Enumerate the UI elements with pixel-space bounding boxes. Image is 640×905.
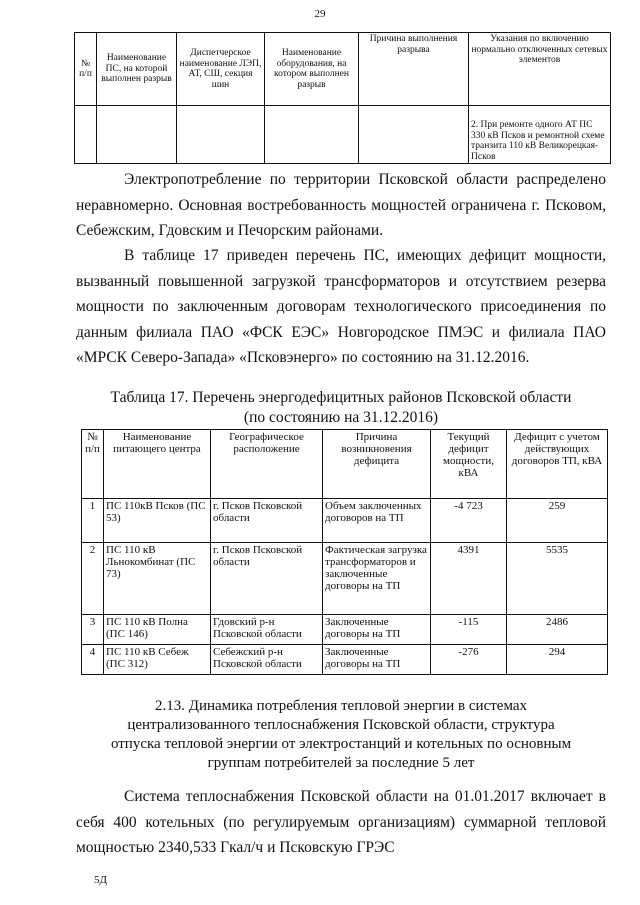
top-table-header-row bbox=[75, 33, 611, 106]
table-cell: 259 bbox=[507, 499, 608, 543]
page-number: 29 bbox=[314, 8, 326, 20]
table-cell: 5535 bbox=[507, 543, 608, 615]
table-cell: 4 bbox=[82, 645, 104, 675]
top-table-header: Причина выполнения разрыва bbox=[359, 33, 469, 106]
table-cell: ПС 110 кВ Полна (ПС 146) bbox=[104, 615, 211, 645]
table-cell: 1 bbox=[82, 499, 104, 543]
table17-caption bbox=[76, 388, 606, 428]
table-cell: 2. При ремонте одного АТ ПС 330 кВ Псков и ремонтной схеме транзита 110 кВ Великорецкая-Псков bbox=[469, 106, 611, 164]
section-heading-line: 2.13. Динамика потребления тепловой энергии в системах bbox=[154, 698, 527, 714]
section-heading-line: группам потребителей за последние 5 лет bbox=[207, 755, 475, 771]
table-cell: ПС 110 кВ Льнокомбинат (ПС 73) bbox=[104, 543, 211, 615]
table-cell: -115 bbox=[431, 615, 507, 645]
table-cell: Фактическая загрузка трансформаторов и заключенные договоры на ТП bbox=[323, 543, 431, 615]
table-cell bbox=[359, 106, 469, 164]
table17-header: Текущий дефицит мощности, кВА bbox=[431, 430, 507, 499]
table-17 bbox=[81, 429, 608, 675]
top-table-header: Указания по включению нормально отключенных сетевых элементов bbox=[469, 33, 611, 106]
table-row bbox=[82, 645, 608, 675]
table-cell: 294 bbox=[507, 645, 608, 675]
table-cell: г. Псков Псковской области bbox=[211, 543, 323, 615]
table-row bbox=[82, 615, 608, 645]
table-cell: 2486 bbox=[507, 615, 608, 645]
paragraph-table17-intro: В таблице 17 приведен перечень ПС, имеющих дефицит мощности, вызванный повышенной загрузкой трансформаторов и отсутствием резерва мощности по заключенным договорам технологического присоединения по данным филиала ПАО «ФСК ЕЭС» Новгородское ПМЭС и филиала ПАО «МРСК Северо-Запада» «Псковэнерго» по состоянию на 31.12.2016. bbox=[76, 247, 606, 366]
table17-header: Дефицит с учетом действующих договоров ТП, кВА bbox=[507, 430, 608, 499]
table-cell: -4 723 bbox=[431, 499, 507, 543]
table-row bbox=[82, 499, 608, 543]
table17-header-row bbox=[82, 430, 608, 499]
paragraph-heat-supply: Система теплоснабжения Псковской области на 01.01.2017 включает в себя 400 котельных (по регулируемым организациям) суммарной тепловой мощностью 2340,533 Гкал/ч и Псковскую ГРЭС bbox=[76, 788, 606, 856]
table-cell: -276 bbox=[431, 645, 507, 675]
table-cell bbox=[265, 106, 359, 164]
top-table-header: № п/п bbox=[75, 33, 97, 106]
table-cell: ПС 110 кВ Себеж (ПС 312) bbox=[104, 645, 211, 675]
table-row bbox=[82, 543, 608, 615]
table-cell bbox=[75, 106, 97, 164]
table-cell: Гдовский р-н Псковской области bbox=[211, 615, 323, 645]
section-heading bbox=[76, 697, 606, 773]
top-table bbox=[74, 32, 611, 164]
paragraph-electricity: Электропотребление по территории Псковской области распределено неравномерно. Основная востребованность мощностей ограничена г. Псковом, Себежским, Гдовским и Печорским районами. bbox=[76, 171, 606, 239]
table17-header: Наименование питающего центра bbox=[104, 430, 211, 499]
table-cell: ПС 110кВ Псков (ПС 53) bbox=[104, 499, 211, 543]
table17-caption-line: Таблица 17. Перечень энергодефицитных районов Псковской области bbox=[110, 389, 572, 406]
table-cell bbox=[97, 106, 177, 164]
table-cell: Себежский р-н Псковской области bbox=[211, 645, 323, 675]
top-table-header: Диспетчерское наименование ЛЭП, АТ, СШ, секция шин bbox=[177, 33, 265, 106]
table-row bbox=[75, 106, 611, 164]
table-cell bbox=[177, 106, 265, 164]
table-cell: 3 bbox=[82, 615, 104, 645]
section-heading-line: отпуска тепловой энергии от электростанций и котельных по основным bbox=[110, 736, 572, 752]
table-cell: Объем заключенных договоров на ТП bbox=[323, 499, 431, 543]
table-cell: 2 bbox=[82, 543, 104, 615]
table17-caption-line: (по состоянию на 31.12.2016) bbox=[243, 409, 439, 426]
table17-header: Географическое расположение bbox=[211, 430, 323, 499]
table17-header: № п/п bbox=[82, 430, 104, 499]
top-table-header: Наименование ПС, на которой выполнен разрыв bbox=[97, 33, 177, 106]
section-heading-line: централизованного теплоснабжения Псковской области, структура bbox=[127, 717, 555, 733]
table-cell: Заключенные договоры на ТП bbox=[323, 615, 431, 645]
footer-mark: 5Д bbox=[94, 874, 108, 886]
table17-header: Причина возникновения дефицита bbox=[323, 430, 431, 499]
table-cell: 4391 bbox=[431, 543, 507, 615]
table-cell: Заключенные договоры на ТП bbox=[323, 645, 431, 675]
top-table-header: Наименование оборудования, на котором выполнен разрыв bbox=[265, 33, 359, 106]
table-cell: г. Псков Псковской области bbox=[211, 499, 323, 543]
